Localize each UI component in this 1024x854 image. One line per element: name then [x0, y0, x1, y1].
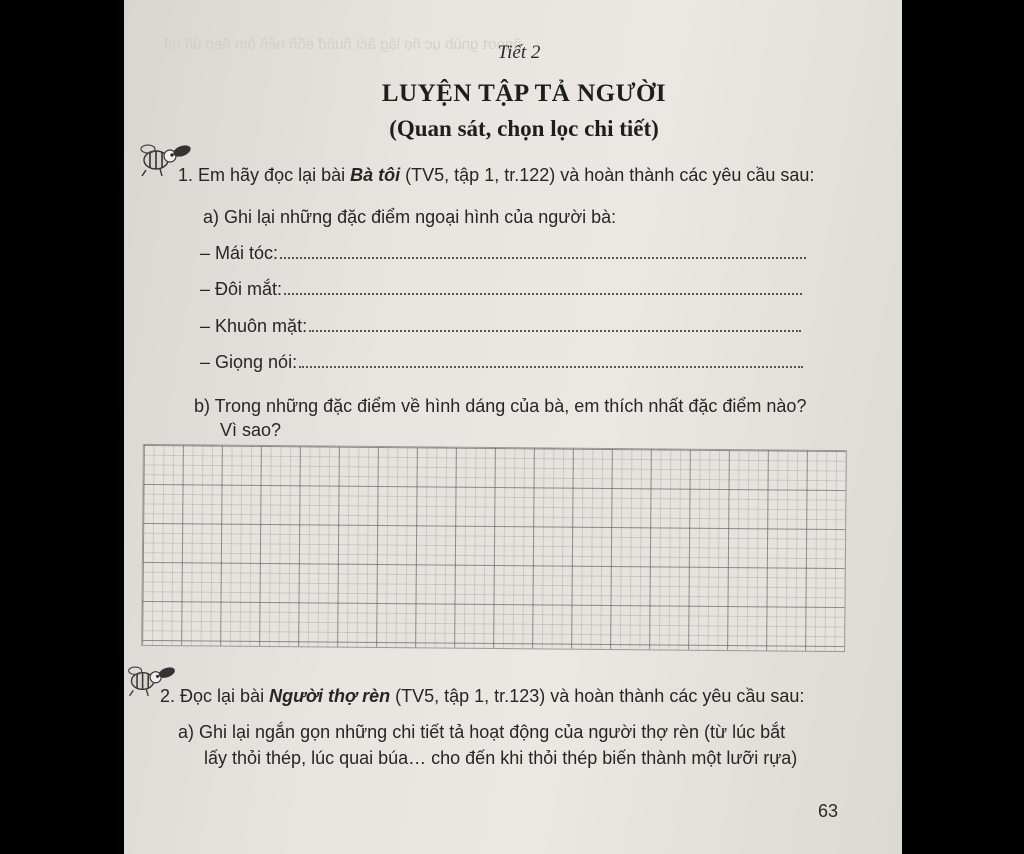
- field-hair[interactable]: [200, 243, 806, 264]
- field-hair-label: – Mái tóc:: [200, 243, 279, 263]
- field-face-label: – Khuôn mặt:: [200, 316, 308, 336]
- exercise-1-book-title: Bà tôi: [350, 165, 401, 185]
- exercise-1b-prompt-cont: Vì sao?: [220, 420, 282, 440]
- page-subtitle: (Quan sát, chọn lọc chi tiết): [389, 116, 659, 141]
- field-voice-label: – Giọng nói:: [200, 352, 298, 372]
- answer-grid[interactable]: [141, 444, 847, 652]
- exercise-1-text: Em hãy đọc lại bài: [198, 165, 346, 185]
- exercise-2-book-title: Người thợ rèn: [269, 686, 391, 706]
- field-face-line[interactable]: [309, 329, 801, 332]
- exercise-1-number: 1.: [178, 165, 194, 185]
- field-eyes[interactable]: [200, 279, 802, 300]
- exercise-2-text: Đọc lại bài: [180, 686, 265, 706]
- field-hair-line[interactable]: [280, 256, 806, 259]
- exercise-2a-prompt-cont: lấy thỏi thép, lúc quai búa… cho đến khi thỏi thép biến thành một lưỡi rựa): [204, 748, 798, 768]
- exercise-2a-prompt: a) Ghi lại ngắn gọn những chi tiết tả hoạt động của người thợ rèn (từ lúc bắt: [178, 722, 786, 742]
- exercise-2-number: 2.: [160, 686, 176, 706]
- lesson-number: Tiết 2: [497, 42, 541, 63]
- workbook-page: [124, 0, 902, 854]
- show-through-text: ñgoơt gnùb ục ñọ lậg ãćt ñuôđ éốñ nểñ ỏm ñeo ủñ uđ: [164, 36, 522, 53]
- field-voice[interactable]: [200, 352, 803, 373]
- field-eyes-line[interactable]: [284, 292, 802, 295]
- exercise-1-intro: [178, 165, 814, 186]
- page-title: LUYỆN TẬP TẢ NGƯỜI: [381, 80, 667, 107]
- page-number: 63: [818, 801, 839, 821]
- exercise-1b-prompt: b) Trong những đặc điểm về hình dáng của bà, em thích nhất đặc điểm nào?: [194, 396, 807, 416]
- field-eyes-label: – Đôi mắt:: [200, 279, 283, 299]
- exercise-2-text-after: (TV5, tập 1, tr.123) và hoàn thành các yêu cầu sau:: [395, 686, 805, 706]
- field-voice-line[interactable]: [299, 365, 803, 368]
- exercise-1a-prompt: a) Ghi lại những đặc điểm ngoại hình của người bà:: [203, 207, 617, 227]
- exercise-1-text-after: (TV5, tập 1, tr.122) và hoàn thành các yêu cầu sau:: [405, 165, 815, 185]
- exercise-2-intro: [160, 686, 804, 707]
- field-face[interactable]: [200, 316, 801, 337]
